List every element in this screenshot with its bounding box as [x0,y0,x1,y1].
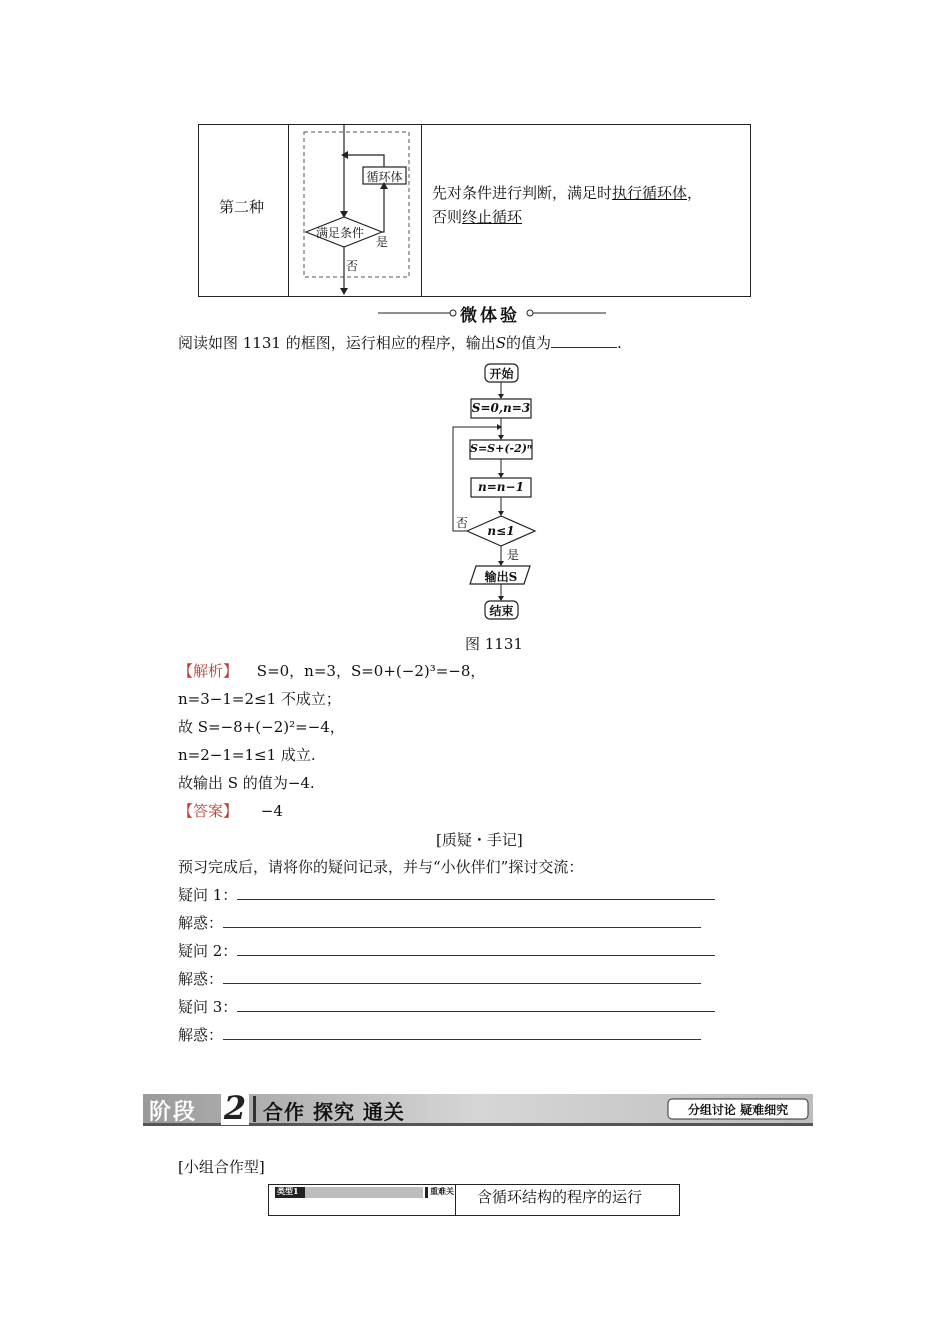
section-heading [378,300,608,324]
fc-no: 否 [456,516,469,530]
note-answer-2 [178,969,701,989]
note-answer-1 [178,913,701,933]
stage-banner [143,1089,813,1127]
stage-number: 2 [223,1089,247,1127]
note-blank[interactable] [223,913,701,928]
fc-yes: 是 [507,548,520,562]
desc-underline-1: 执行循环体 [612,184,688,202]
fc-start: 开始 [489,367,514,381]
fc-output: 输出S [484,570,518,584]
micro-title: 微体验 [460,306,520,326]
condition-label: 满足条件 [316,226,365,240]
note-question-2 [178,941,715,961]
question-tail: 的值为 [506,334,552,352]
note-question-1 [178,885,715,905]
note-blank[interactable] [237,997,715,1012]
question-end: . [617,334,622,352]
solution-line-3: 故 S=−8+(−2)²=−4， [178,718,345,736]
type-box-left [269,1185,456,1215]
question-main: 阅读如图 1131 的框图，运行相应的程序，输出 [178,334,496,352]
stage-prefix: 阶段 [149,1099,198,1125]
type-tag: 重难关 [430,1186,454,1196]
notes-title: [质疑・手记] [436,831,523,849]
question-var: S [495,334,506,352]
group-type: [小组合作型] [178,1158,265,1176]
note-blank[interactable] [237,941,715,956]
desc-underline-2: 终止循环 [462,208,523,226]
fc-end: 结束 [489,604,514,618]
note-label: 疑问 2： [178,942,238,960]
note-label: 疑问 1： [178,886,238,904]
loop-structure-table [198,124,751,297]
solution-text-1: S=0，n=3，S=0+(−2)³=−8， [256,662,486,680]
desc-mid: ， [687,184,703,202]
fc-update: S=S+(-2)ⁿ [470,442,532,455]
type-box [268,1184,680,1216]
figure-caption: 图 1131 [465,635,523,653]
note-label: 解惑： [178,970,224,988]
note-blank[interactable] [223,1025,701,1040]
fc-decrement: n=n−1 [478,480,524,494]
type-badge: 类型1 [277,1186,299,1196]
stage-tag: 分组讨论 疑难细究 [687,1103,789,1117]
answer-value: −4 [260,802,283,820]
fc-init: S=0,n=3 [471,401,531,415]
solution-line-4: n=2−1=1≤1 成立. [178,746,316,764]
solution-label: 【解析】 [178,662,239,680]
note-blank[interactable] [223,969,701,984]
solution-line-5: 故输出 S 的值为−4. [178,774,315,792]
note-answer-3 [178,1025,701,1045]
loop-description [432,181,702,229]
row-label: 第二种 [219,198,265,216]
note-blank[interactable] [237,885,715,900]
table-row-label-cell [199,125,289,296]
stage-title: 合作 探究 通关 [263,1100,405,1124]
answer-line [178,801,283,821]
question-text [178,333,622,353]
yes-label: 是 [376,235,389,249]
note-label: 解惑： [178,914,224,932]
note-label: 疑问 3： [178,998,238,1016]
loop-body-label: 循环体 [366,170,403,184]
note-question-3 [178,997,715,1017]
desc-text: 先对条件进行判断，满足时 [432,184,613,202]
flow-cell [289,125,422,296]
desc-line2: 否则 [432,208,463,226]
solution-line-1 [178,661,485,681]
solution-line-2: n=3−1=2≤1 不成立； [178,690,341,708]
note-label: 解惑： [178,1026,224,1044]
no-label: 否 [346,259,359,273]
type-title: 含循环结构的程序的运行 [477,1188,643,1206]
notes-intro: 预习完成后，请将你的疑问记录，并与“小伙伴们”探讨交流： [178,858,584,876]
fc-condition: n≤1 [487,524,515,538]
answer-blank [551,333,617,348]
answer-label: 【答案】 [178,802,239,820]
